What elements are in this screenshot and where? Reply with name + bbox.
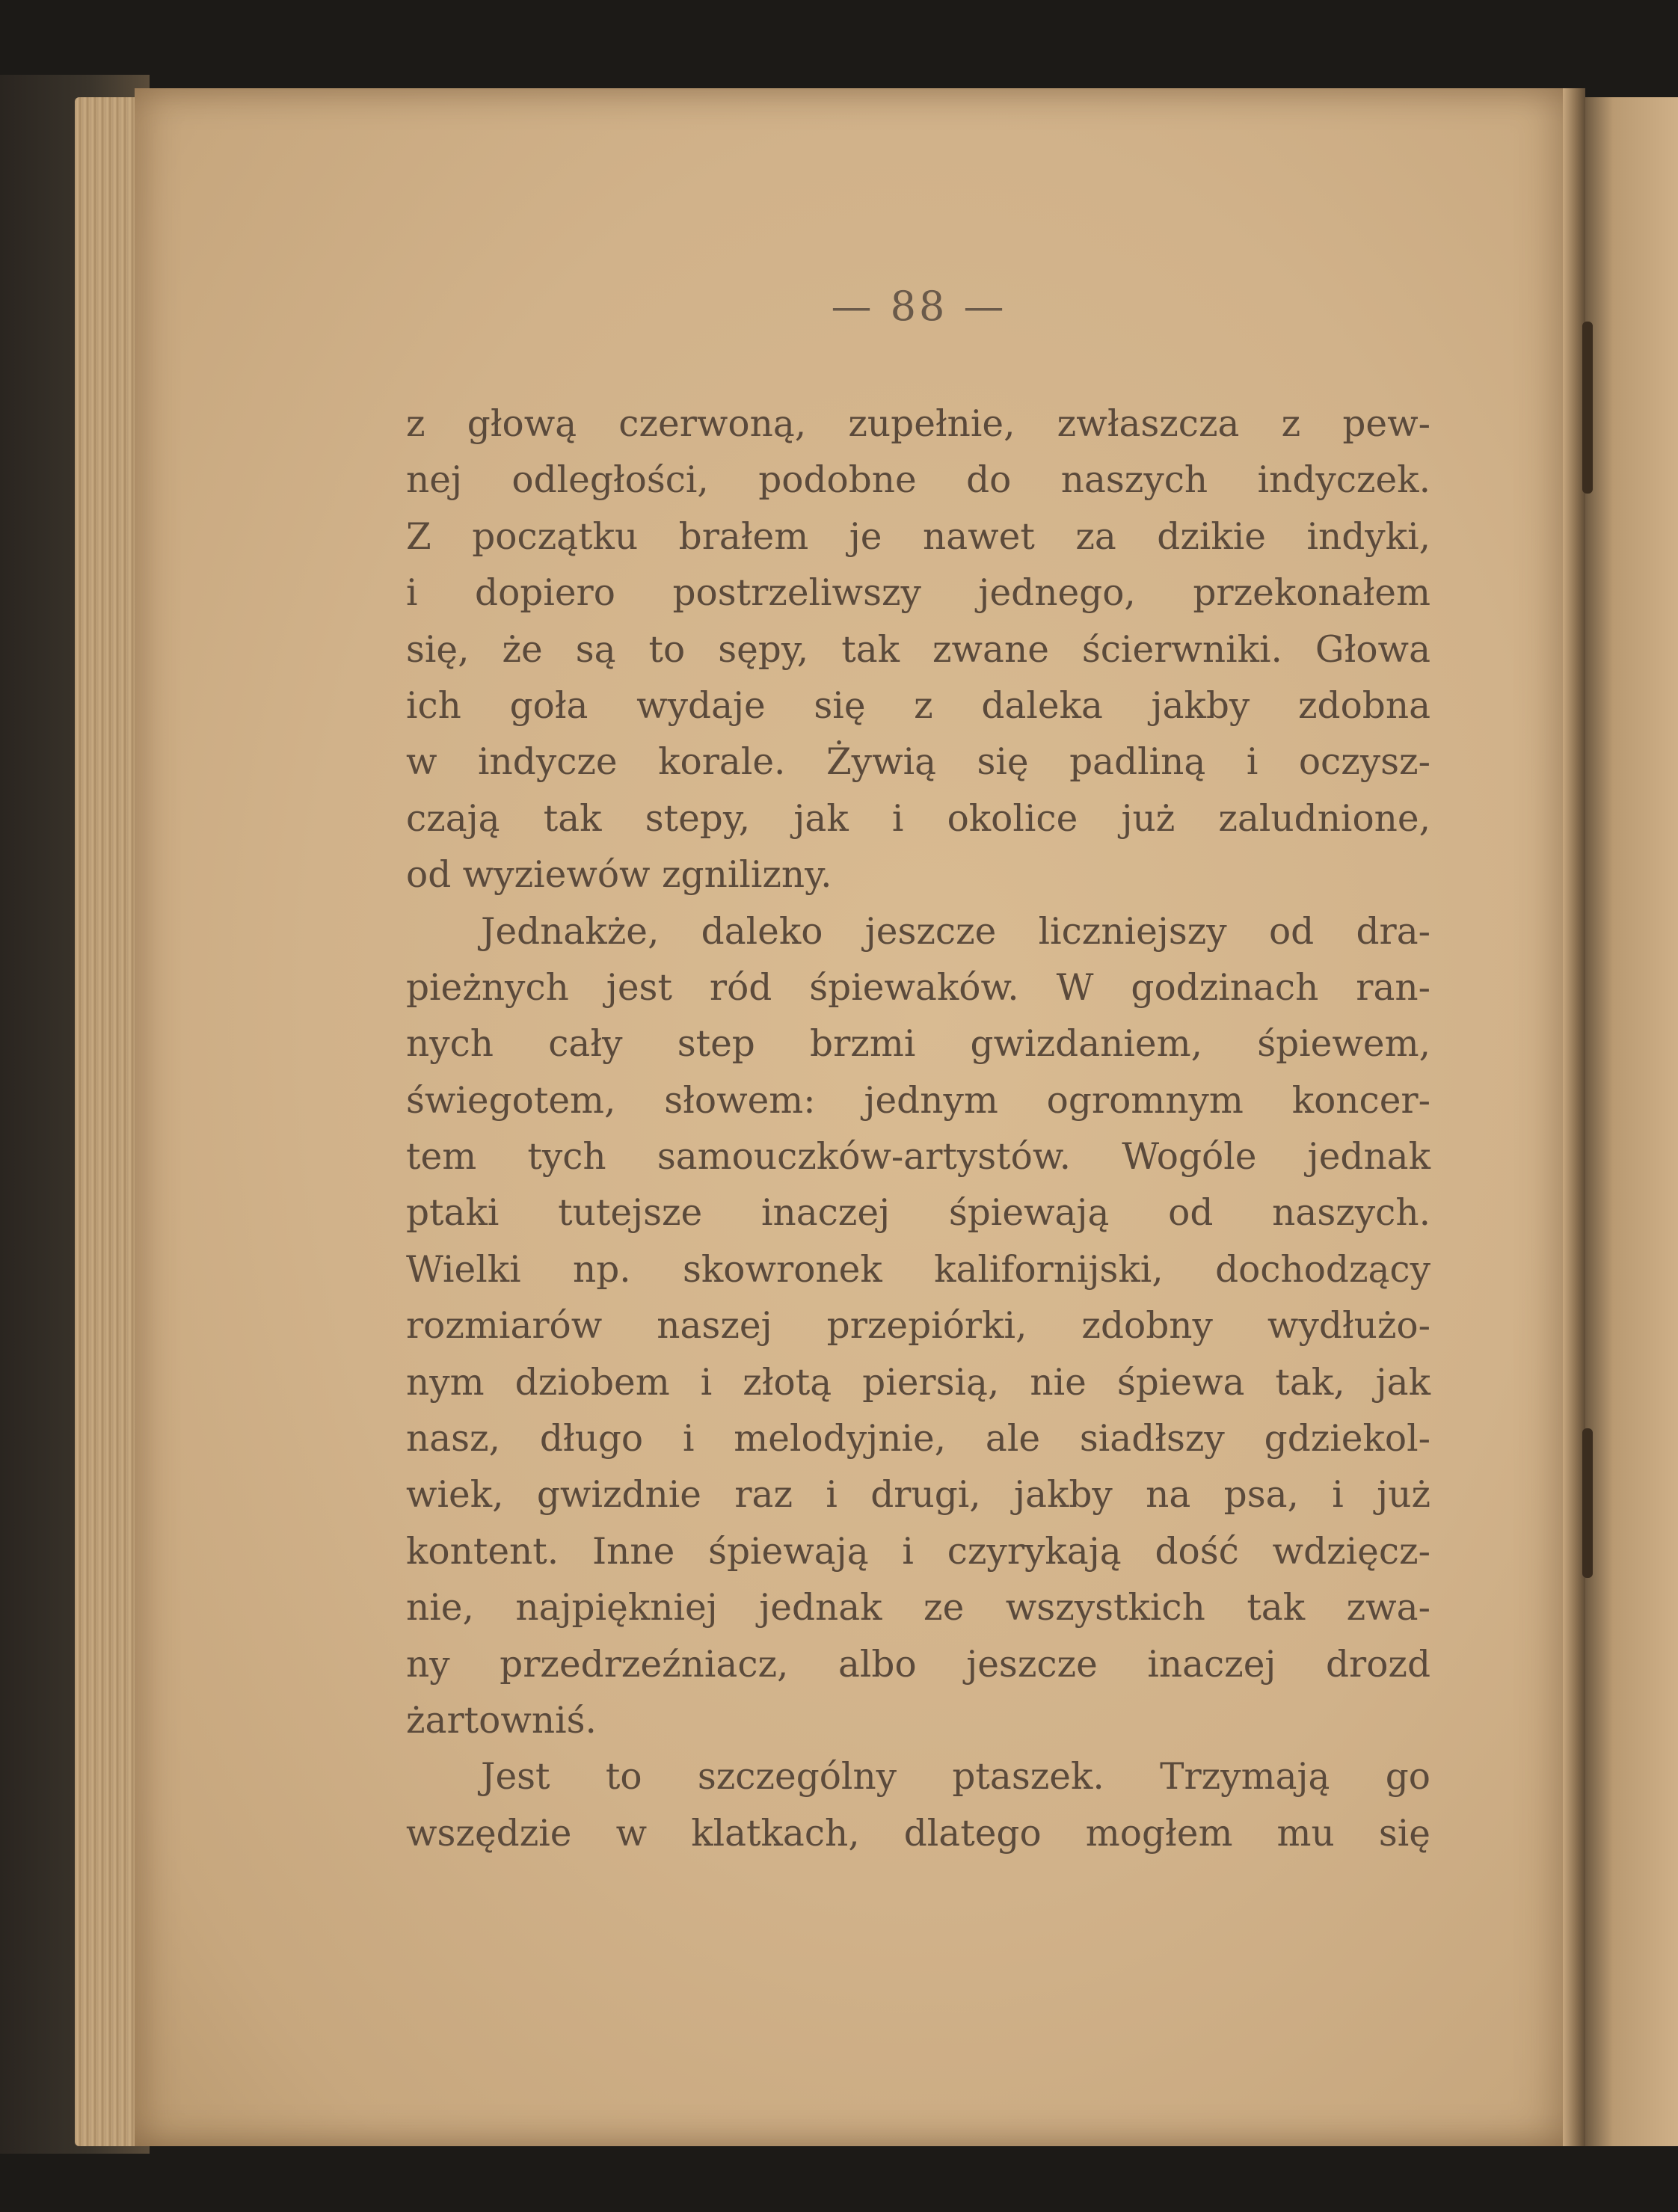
text-line: żartowniś. xyxy=(406,1699,597,1742)
text-line: pieżnych jest ród śpiewaków. W godzinach ran- xyxy=(406,966,1430,1009)
text-line: Jest to szczególny ptaszek. Trzymają go xyxy=(481,1756,1430,1798)
text-line: się, że są to sępy, tak zwane ścierwniki. Głowa xyxy=(406,628,1430,671)
text-line: tem tych samouczków-artystów. Wogóle jednak xyxy=(406,1136,1430,1179)
text-line: nasz, długo i melodyjnie, ale siadłszy gdziekol- xyxy=(406,1418,1430,1460)
text-line: i dopiero postrzeliwszy jednego, przekonałem xyxy=(406,572,1430,615)
text-line: z głową czerwoną, zupełnie, zwłaszcza z pew- xyxy=(406,403,1430,445)
text-line: w indycze korale. Żywią się padliną i oczysz- xyxy=(406,741,1430,784)
page-number: — 88 — xyxy=(831,283,1007,330)
text-line: wszędzie w klatkach, dlatego mogłem mu się xyxy=(406,1812,1430,1855)
text-line: Z początku brałem je nawet za dzikie indyki, xyxy=(406,515,1430,558)
text-line: świegotem, słowem: jednym ogromnym koncer- xyxy=(406,1079,1430,1122)
text-line: Jednakże, daleko jeszcze liczniejszy od dra- xyxy=(481,910,1430,953)
body-text xyxy=(406,396,1430,1862)
binding-thread-bottom xyxy=(1582,1428,1593,1578)
text-line: od wyziewów zgnilizny. xyxy=(406,854,832,897)
text-line: wiek, gwizdnie raz i drugi, jakby na psa, i już xyxy=(406,1474,1430,1517)
facing-page-edge xyxy=(1585,97,1678,2146)
text-line: nej odległości, podobne do naszych indyczek. xyxy=(406,459,1430,502)
text-line: nie, najpiękniej jednak ze wszystkich tak zwa- xyxy=(406,1587,1430,1629)
binding-thread-top xyxy=(1582,322,1593,494)
text-line: rozmiarów naszej przepiórki, zdobny wydłużo- xyxy=(406,1305,1430,1348)
text-line: czają tak stepy, jak i okolice już zaludnione, xyxy=(406,797,1430,840)
text-line: kontent. Inne śpiewają i czyrykają dość wdzięcz- xyxy=(406,1530,1430,1573)
text-line: ny przedrzeźniacz, albo jeszcze inaczej drozd xyxy=(406,1643,1430,1686)
text-line: ptaki tutejsze inaczej śpiewają od naszych. xyxy=(406,1192,1430,1235)
text-line: nym dziobem i złotą piersią, nie śpiewa tak, jak xyxy=(406,1361,1430,1404)
text-line: Wielki np. skowronek kalifornijski, dochodzący xyxy=(406,1248,1430,1291)
text-line: ich goła wydaje się z daleka jakby zdobna xyxy=(406,684,1430,727)
text-line: nych cały step brzmi gwizdaniem, śpiewem, xyxy=(406,1023,1430,1066)
